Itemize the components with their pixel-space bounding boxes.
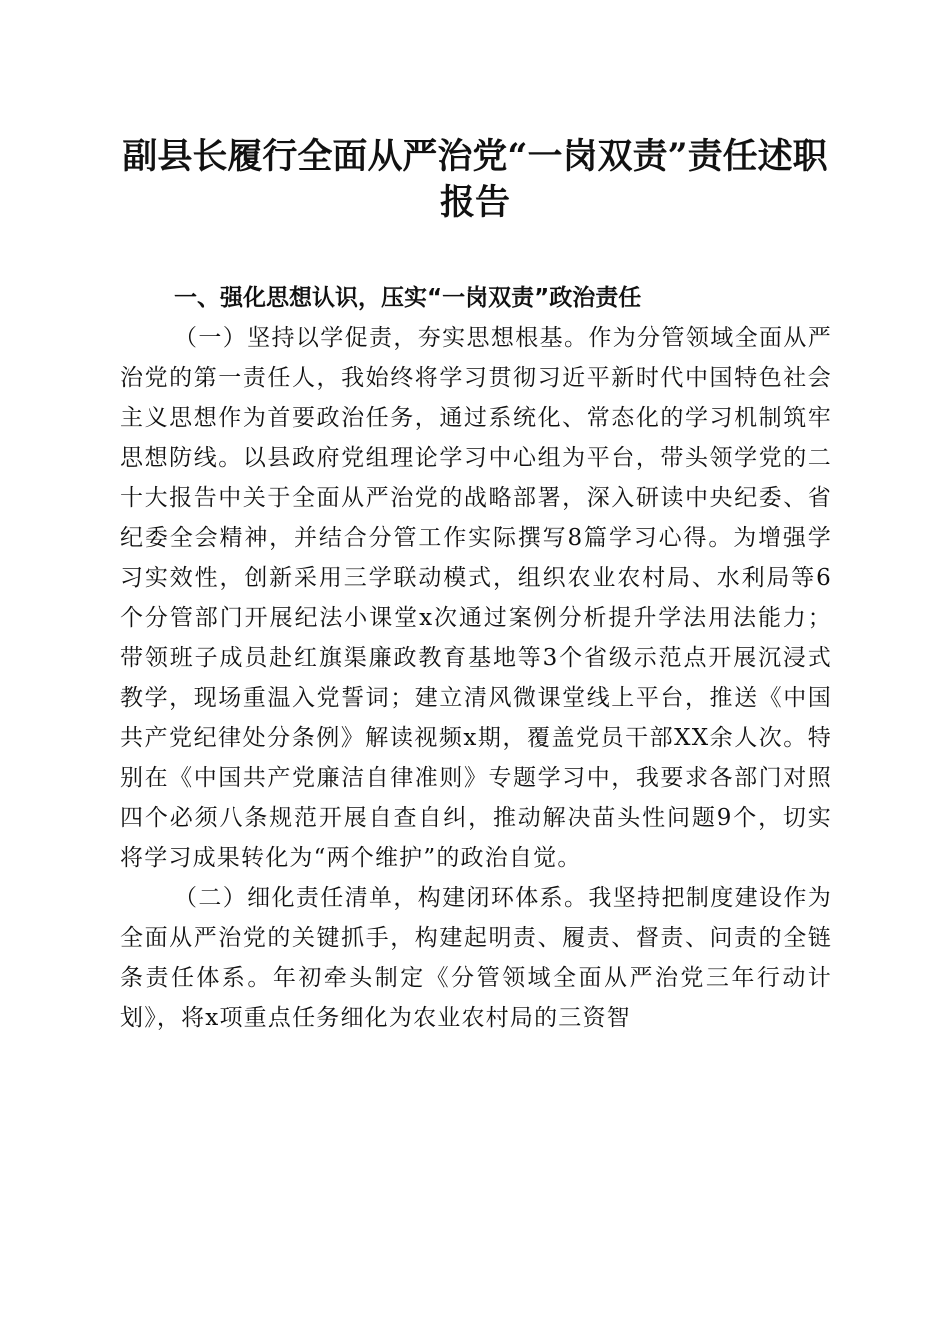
paragraph-2: （二）细化责任清单，构建闭环体系。我坚持把制度建设作为全面从严治党的关键抓手，构建起明责、履责、督责、问责的全链条责任体系。年初牵头制定《分管领域全面从严治党三年行动计划》，将x项重点任务细化为农业农村局的三资智 xyxy=(120,885,832,1031)
document-body xyxy=(120,279,832,1038)
paragraph-1: （一）坚持以学促责，夯实思想根基。作为分管领域全面从严治党的第一责任人，我始终将学习贯彻习近平新时代中国特色社会主义思想作为首要政治任务，通过系统化、常态化的学习机制筑牢思想防线。以县政府党组理论学习中心组为平台，带头领学党的二十大报告中关于全面从严治党的战略部署，深入研读中央纪委、省纪委全会精神，并结合分管工作实际撰写8篇学习心得。为增强学习实效性，创新采用三学联动模式，组织农业农村局、水利局等6个分管部门开展纪法小课堂x次通过案例分析提升学法用法能力；带领班子成员赴红旗渠廉政教育基地等3个省级示范点开展沉浸式教学，现场重温入党誓词；建立清风微课堂线上平台，推送《中国共产党纪律处分条例》解读视频x期，覆盖党员干部XX余人次。特别在《中国共产党廉洁自律准则》专题学习中，我要求各部门对照四个必须八条规范开展自查自纠，推动解决苗头性问题9个，切实将学习成果转化为“两个维护”的政治自觉。 xyxy=(120,325,832,871)
section-heading: 一、强化思想认识，压实“一岗双责”政治责任 xyxy=(174,285,642,311)
document-title: 副县长履行全面从严治党“一岗双责”责任述职报告 xyxy=(122,136,828,223)
